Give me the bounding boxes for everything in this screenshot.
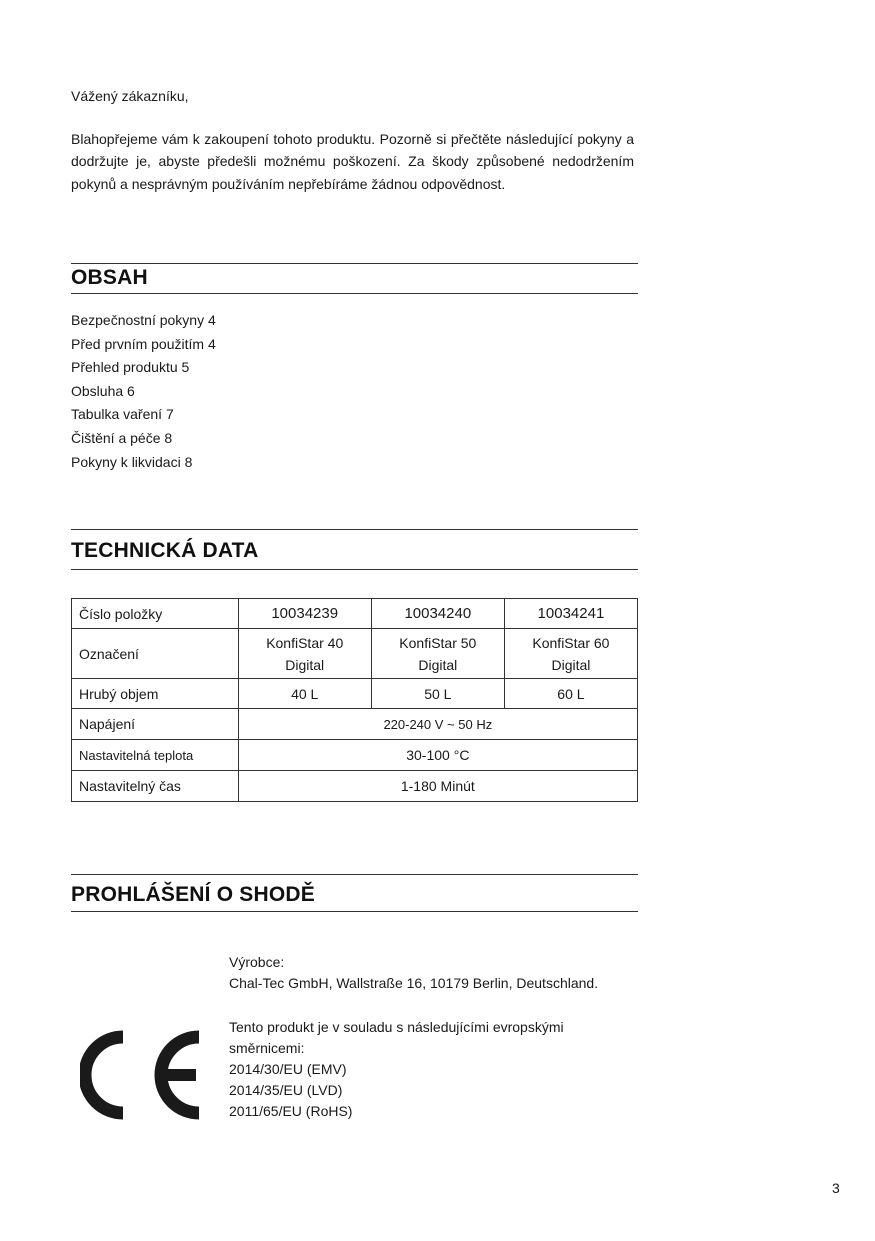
toc-item[interactable]: Pokyny k likvidaci 8 (71, 453, 193, 470)
table-row (72, 709, 638, 740)
toc-item[interactable]: Před prvním použitím 4 (71, 335, 216, 352)
item-number-label: Číslo položky (72, 599, 239, 629)
tech-data-table (71, 598, 638, 802)
toc-item[interactable]: Přehled produktu 5 (71, 359, 190, 376)
temperature-label: Nastavitelná teplota (72, 740, 239, 771)
designation-model: KonfiStar 60 (532, 634, 610, 651)
toc-item[interactable]: Obsluha 6 (71, 382, 135, 399)
table-of-contents (71, 309, 216, 474)
toc-item[interactable]: Čištění a péče 8 (71, 429, 173, 446)
tech-rule-top (71, 529, 638, 530)
declaration-title: PROHLÁŠENÍ O SHODĚ (71, 883, 315, 906)
volume-label: Hrubý objem (72, 679, 239, 709)
tech-title: TECHNICKÁ DATA (71, 539, 259, 562)
designation-variant: Digital (285, 656, 325, 673)
designation-variant: Digital (551, 656, 591, 673)
intro-paragraph: Blahopřejeme vám k zakoupení tohoto produktu. Pozorně si přečtěte následující pokyny a dodržujte je, abyste předešli možnému poškození. Za škody způsobené nedodržením pokynů a nesprávným používáním nepřebíráme žádnou odpovědnost. (71, 131, 634, 192)
volume-cell: 40 L (238, 679, 371, 709)
temperature-value: 30-100 °C (238, 740, 637, 771)
toc-item[interactable]: Tabulka vaření 7 (71, 406, 174, 423)
toc-item[interactable]: Bezpečnostní pokyny 4 (71, 312, 216, 328)
item-number-cell: 10034239 (238, 599, 371, 629)
table-row (72, 599, 638, 629)
contents-rule-bottom (71, 293, 638, 294)
declaration-rule-bottom (71, 911, 638, 912)
conformity-statement: Tento produkt je v souladu s následujícími evropskými (229, 1019, 564, 1035)
contents-title: OBSAH (71, 266, 148, 289)
designation-model: KonfiStar 40 (266, 634, 344, 651)
table-row (72, 771, 638, 802)
conformity-statement-cont: směrnicemi: (229, 1040, 305, 1056)
table-row (72, 740, 638, 771)
greeting: Vážený zákazníku, (71, 88, 189, 104)
item-number-cell: 10034240 (371, 599, 504, 629)
designation-cell (504, 629, 637, 679)
table-row (72, 629, 638, 679)
volume-cell: 50 L (371, 679, 504, 709)
designation-label: Označení (72, 629, 239, 679)
directive-lvd: 2014/35/EU (LVD) (229, 1082, 343, 1098)
contents-rule-top (71, 263, 638, 264)
tech-rule-bottom (71, 569, 638, 570)
declaration-rule-top (71, 874, 638, 875)
volume-cell: 60 L (504, 679, 637, 709)
table-row (72, 679, 638, 709)
time-label: Nastavitelný čas (72, 771, 239, 802)
directive-rohs: 2011/65/EU (RoHS) (229, 1103, 353, 1119)
time-value: 1-180 Minút (238, 771, 637, 802)
designation-cell (371, 629, 504, 679)
designation-model: KonfiStar 50 (399, 634, 477, 651)
page-number: 3 (832, 1180, 840, 1196)
manufacturer-label: Výrobce: (229, 954, 285, 970)
power-label: Napájení (72, 709, 239, 740)
designation-cell (238, 629, 371, 679)
ce-logo (80, 1030, 204, 1120)
manufacturer-address: Chal-Tec GmbH, Wallstraße 16, 10179 Berlin, Deutschland. (229, 975, 599, 991)
designation-variant: Digital (418, 656, 458, 673)
item-number-cell: 10034241 (504, 599, 637, 629)
directive-emv: 2014/30/EU (EMV) (229, 1061, 347, 1077)
power-value: 220-240 V ~ 50 Hz (238, 709, 637, 740)
